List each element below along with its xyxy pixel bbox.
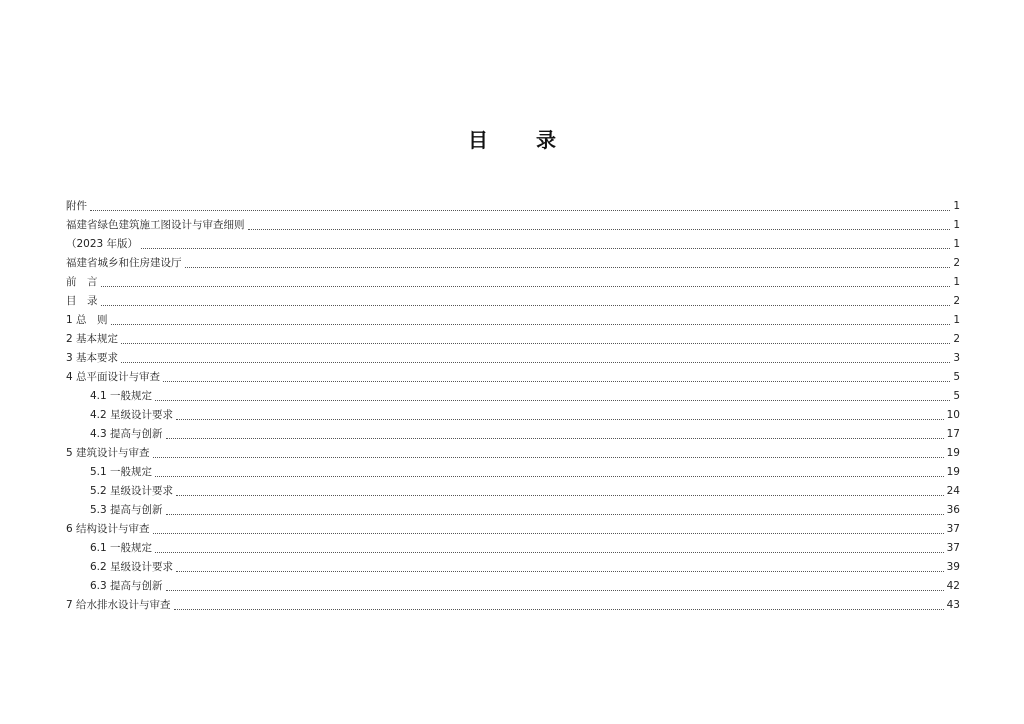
toc-entry[interactable] (66, 406, 960, 425)
toc-entry-label: 6 结构设计与审查 (66, 523, 150, 535)
toc-entry[interactable] (66, 330, 960, 349)
toc-dot-leader (121, 343, 950, 344)
toc-entry[interactable] (66, 273, 960, 292)
toc-entry-page-number: 10 (946, 409, 960, 421)
toc-entry[interactable] (66, 463, 960, 482)
toc-dot-leader (153, 533, 944, 534)
toc-entry[interactable] (66, 577, 960, 596)
toc-entry-page-number: 1 (953, 219, 960, 231)
toc-dot-leader (166, 514, 944, 515)
toc-entry-page-number: 43 (946, 599, 960, 611)
toc-entry-page-number: 42 (946, 580, 960, 592)
toc-entry-page-number: 3 (953, 352, 960, 364)
toc-dot-leader (155, 476, 944, 477)
toc-dot-leader (121, 362, 950, 363)
toc-entry-label: 4 总平面设计与审查 (66, 371, 161, 383)
toc-entry[interactable] (66, 482, 960, 501)
toc-entry-label: 5.1 一般规定 (90, 466, 153, 478)
toc-entry[interactable] (66, 216, 960, 235)
toc-dot-leader (176, 419, 944, 420)
toc-entry-page-number: 1 (953, 314, 960, 326)
toc-dot-leader (176, 495, 944, 496)
table-of-contents (66, 197, 960, 615)
toc-dot-leader (166, 438, 944, 439)
toc-entry-page-number: 5 (953, 390, 960, 402)
toc-entry[interactable] (66, 425, 960, 444)
toc-entry-label: 6.2 星级设计要求 (90, 561, 174, 573)
toc-entry-label: （2023 年版） (66, 238, 139, 250)
toc-entry-page-number: 39 (946, 561, 960, 573)
toc-entry-label: 5.3 提高与创新 (90, 504, 163, 516)
toc-dot-leader (163, 381, 950, 382)
toc-entry-page-number: 37 (946, 523, 960, 535)
toc-entry[interactable] (66, 596, 960, 615)
toc-entry-label: 4.1 一般规定 (90, 390, 153, 402)
toc-entry-label: 2 基本规定 (66, 333, 119, 345)
toc-dot-leader (153, 457, 944, 458)
toc-entry[interactable] (66, 235, 960, 254)
toc-entry-page-number: 1 (953, 200, 960, 212)
toc-entry-page-number: 2 (953, 333, 960, 345)
toc-entry[interactable] (66, 501, 960, 520)
toc-dot-leader (101, 305, 951, 306)
toc-title: 目 录 (468, 128, 570, 152)
toc-entry-page-number: 2 (953, 295, 960, 307)
toc-entry-page-number: 36 (946, 504, 960, 516)
toc-entry-label: 6.3 提高与创新 (90, 580, 163, 592)
toc-entry[interactable] (66, 254, 960, 273)
toc-entry-page-number: 1 (953, 276, 960, 288)
toc-entry-page-number: 1 (953, 238, 960, 250)
toc-entry-label: 1 总 则 (66, 314, 108, 326)
toc-dot-leader (166, 590, 944, 591)
toc-entry-page-number: 19 (946, 447, 960, 459)
toc-entry[interactable] (66, 349, 960, 368)
toc-entry-page-number: 24 (946, 485, 960, 497)
toc-dot-leader (174, 609, 944, 610)
toc-entry[interactable] (66, 387, 960, 406)
toc-entry-label: 福建省城乡和住房建设厅 (66, 257, 182, 269)
toc-entry-label: 4.3 提高与创新 (90, 428, 163, 440)
toc-entry-label: 3 基本要求 (66, 352, 119, 364)
toc-dot-leader (155, 400, 950, 401)
toc-entry[interactable] (66, 539, 960, 558)
toc-entry[interactable] (66, 444, 960, 463)
toc-entry-label: 5.2 星级设计要求 (90, 485, 174, 497)
toc-entry[interactable] (66, 292, 960, 311)
toc-entry[interactable] (66, 520, 960, 539)
toc-dot-leader (155, 552, 944, 553)
toc-entry[interactable] (66, 368, 960, 387)
toc-entry-label: 福建省绿色建筑施工图设计与审查细则 (66, 219, 245, 231)
toc-dot-leader (101, 286, 951, 287)
toc-dot-leader (141, 248, 950, 249)
toc-entry-label: 7 给水排水设计与审查 (66, 599, 171, 611)
toc-entry-page-number: 37 (946, 542, 960, 554)
toc-dot-leader (90, 210, 950, 211)
toc-entry-label: 目 录 (66, 295, 98, 307)
toc-dot-leader (248, 229, 951, 230)
toc-dot-leader (176, 571, 944, 572)
toc-entry-page-number: 17 (946, 428, 960, 440)
toc-entry-page-number: 2 (953, 257, 960, 269)
toc-entry[interactable] (66, 311, 960, 330)
toc-dot-leader (111, 324, 951, 325)
toc-entry-label: 6.1 一般规定 (90, 542, 153, 554)
toc-entry-label: 附件 (66, 200, 87, 212)
toc-entry-page-number: 5 (953, 371, 960, 383)
toc-entry[interactable] (66, 197, 960, 216)
toc-entry-label: 4.2 星级设计要求 (90, 409, 174, 421)
toc-entry-page-number: 19 (946, 466, 960, 478)
toc-entry-label: 前 言 (66, 276, 98, 288)
toc-entry-label: 5 建筑设计与审查 (66, 447, 150, 459)
toc-dot-leader (185, 267, 951, 268)
toc-entry[interactable] (66, 558, 960, 577)
